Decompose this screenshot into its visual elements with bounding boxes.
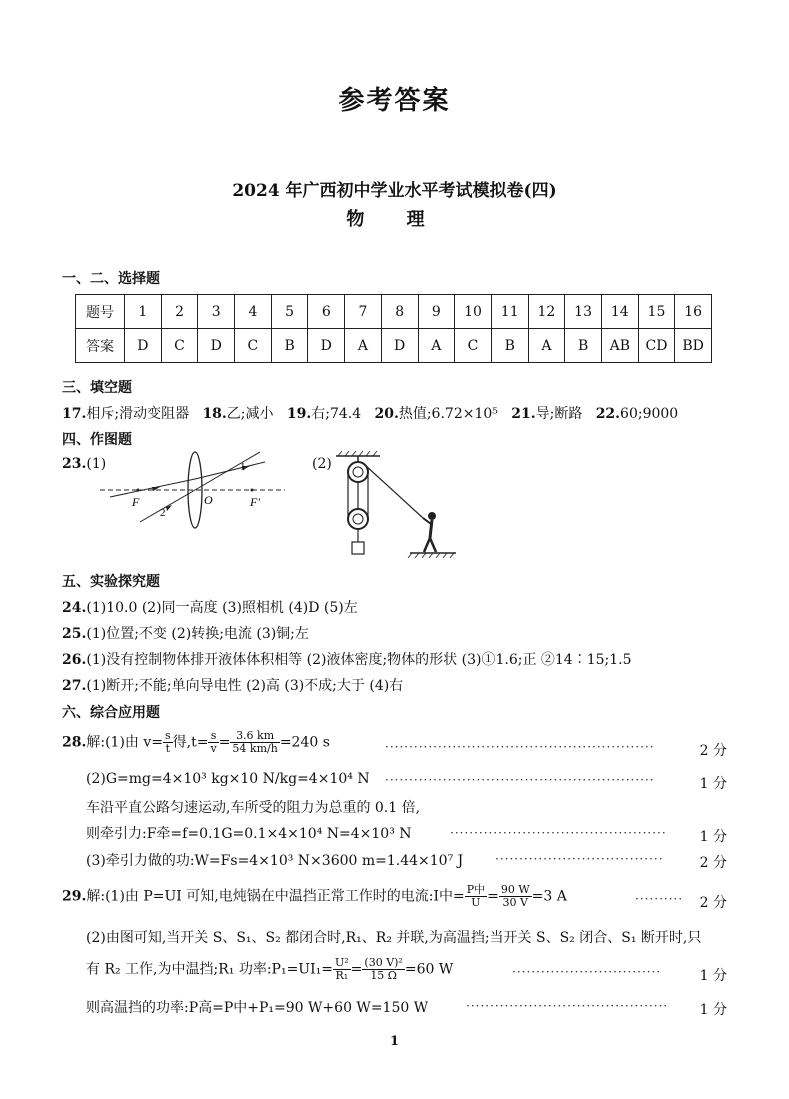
formula-text: = — [218, 734, 231, 751]
numerator: 90 W — [500, 883, 530, 896]
q-number: 22. — [595, 406, 621, 422]
table-cell: 12 — [528, 295, 565, 329]
fraction — [465, 884, 487, 909]
formula-text: =60 W — [404, 961, 454, 978]
table-cell: 3 — [198, 295, 235, 329]
leader-dots: ······························· — [512, 965, 662, 979]
table-cell: BD — [675, 329, 712, 363]
answer-text: 60;9000 — [620, 406, 679, 422]
formula-text: = — [350, 961, 363, 978]
score-label: 1 分 — [699, 968, 727, 984]
table-cell: C — [235, 329, 272, 363]
optical-center-label: O — [204, 493, 213, 507]
table-cell: C — [161, 329, 198, 363]
q-number: 21. — [511, 406, 536, 422]
answer-text: 相斥;滑动变阻器 — [86, 406, 190, 422]
focus-point-left — [137, 489, 140, 492]
focus-label-right: F' — [250, 495, 260, 509]
ray-label-2: 2 — [160, 507, 166, 519]
q-number: 28. — [62, 734, 87, 751]
table-cell: D — [198, 329, 235, 363]
answer-line-25 — [62, 623, 309, 643]
lens-diagram — [100, 450, 290, 530]
page-number: 1 — [389, 1034, 400, 1049]
ray-label-1: 1 — [240, 461, 246, 473]
table-cell: D — [381, 329, 418, 363]
numerator: s — [208, 730, 218, 743]
q28-line-5: (3)牵引力做的功:W=Fs=4×10³ N×3600 m=1.44×10⁷ J — [86, 853, 464, 869]
ray-2-in — [140, 490, 195, 522]
row-label-answer: 答案 — [76, 329, 125, 363]
denominator: 15 Ω — [370, 969, 397, 982]
answer-text: 热值;6.72×10⁵ — [398, 406, 498, 422]
formula-text: 有 R₂ 工作,为中温挡;R₁ 功率:P₁=UI₁= — [86, 961, 333, 978]
fraction — [362, 957, 404, 982]
person-leg-icon — [430, 538, 436, 552]
q-number: 19. — [286, 406, 312, 422]
person-leg-icon — [424, 538, 430, 552]
table-cell: 14 — [601, 295, 638, 329]
table-cell: D — [308, 329, 345, 363]
answer-text: (1)断开;不能;单向导电性 (2)高 (3)不成;大于 (4)右 — [86, 678, 404, 694]
formula-text: 解:(1)由 v= — [86, 734, 163, 751]
q29-line-1 — [62, 884, 567, 909]
leader-dots: ·········· — [635, 892, 684, 906]
table-cell: 13 — [565, 295, 602, 329]
table-cell: 6 — [308, 295, 345, 329]
score-label: 2 分 — [699, 855, 727, 871]
person-head-icon — [428, 512, 436, 520]
row-label-number: 题号 — [76, 295, 125, 329]
exam-title: 2024 年广西初中学业水平考试模拟卷(四) — [232, 181, 557, 201]
formula-text: 解:(1)由 P=UI 可知,电炖锅在中温挡正常工作时的电流:I中= — [86, 888, 465, 905]
part-label: (1) — [86, 456, 107, 472]
denominator: U — [471, 896, 481, 909]
table-cell: 4 — [235, 295, 272, 329]
q28-line-4: 则牵引力:F牵=f=0.1G=0.1×4×10⁴ N=4×10³ N — [86, 826, 412, 842]
table-cell: C — [455, 329, 492, 363]
leader-dots: ··································· — [495, 852, 664, 866]
section-fill-title: 三、填空题 — [62, 380, 132, 396]
section-choice-title: 一、二、选择题 — [62, 271, 160, 287]
pulley-diagram — [328, 450, 478, 562]
formula-text: =3 A — [531, 888, 567, 905]
table-row-numbers — [76, 295, 712, 329]
table-cell: 7 — [345, 295, 382, 329]
table-cell: A — [418, 329, 455, 363]
denominator: R₁ — [335, 969, 349, 982]
fill-answers-line — [62, 403, 678, 423]
denominator: 54 km/h — [232, 742, 278, 755]
formula-text: = — [487, 888, 499, 905]
score-label: 1 分 — [699, 776, 727, 792]
table-cell: B — [491, 329, 528, 363]
formula-text: =240 s — [279, 734, 330, 751]
table-cell: 8 — [381, 295, 418, 329]
answer-text: (1)位置;不变 (2)转换;电流 (3)铜;左 — [86, 626, 309, 642]
movable-pulley-icon — [348, 509, 368, 529]
leader-dots: ························································ — [385, 740, 655, 754]
ray-1-out — [195, 462, 265, 479]
q-number: 23. — [62, 456, 87, 472]
table-cell: 11 — [491, 295, 528, 329]
table-cell: AB — [601, 329, 638, 363]
denominator: v — [210, 742, 217, 755]
fraction — [499, 884, 532, 909]
q-number: 20. — [374, 406, 399, 422]
table-cell: 1 — [125, 295, 162, 329]
q28-line-3: 车沿平直公路匀速运动,车所受的阻力为总重的 0.1 倍, — [86, 800, 421, 816]
q-number: 27. — [62, 678, 87, 694]
part-label: (2) — [312, 456, 332, 472]
answer-line-27 — [62, 675, 403, 695]
denominator: t — [165, 742, 171, 755]
pull-rope — [365, 465, 423, 518]
table-cell: B — [565, 329, 602, 363]
q28-line-1 — [62, 730, 330, 755]
table-cell: 5 — [271, 295, 308, 329]
score-label: 1 分 — [699, 829, 727, 845]
q29-line-4: 则高温挡的功率:P高=P中+P₁=90 W+60 W=150 W — [86, 1000, 429, 1016]
answer-text: 右;74.4 — [311, 406, 362, 422]
q-number: 17. — [62, 406, 87, 422]
fraction — [230, 730, 279, 755]
table-cell: B — [271, 329, 308, 363]
q28-line-2: (2)G=mg=4×10³ kg×10 N/kg=4×10⁴ N — [86, 771, 370, 787]
fraction — [208, 730, 218, 755]
section-application-title: 六、综合应用题 — [62, 705, 160, 721]
table-cell: 10 — [455, 295, 492, 329]
table-cell: CD — [638, 329, 675, 363]
table-cell: 9 — [418, 295, 455, 329]
ray-2-out — [195, 452, 260, 490]
answer-line-26 — [62, 649, 632, 669]
page-main-title: 参考答案 — [338, 86, 451, 116]
table-cell: A — [528, 329, 565, 363]
q-number: 29. — [62, 888, 87, 905]
numerator: s — [165, 729, 171, 742]
score-label: 2 分 — [699, 895, 727, 911]
q29-line-2: (2)由图可知,当开关 S、S₁、S₂ 都闭合时,R₁、R₂ 并联,为高温挡;当开关 S、S₂ 闭合、S₁ 断开时,只 — [86, 930, 702, 946]
table-cell: D — [125, 329, 162, 363]
fraction — [333, 957, 351, 982]
q-number: 25. — [62, 626, 87, 642]
section-experiment-title: 五、实验探究题 — [62, 574, 160, 590]
q-number: 26. — [62, 652, 87, 668]
denominator: 30 V — [502, 896, 528, 909]
answer-table — [75, 294, 712, 363]
table-cell: 2 — [161, 295, 198, 329]
answer-text: 乙;减小 — [226, 406, 274, 422]
numerator: (30 V)² — [364, 956, 403, 969]
table-cell: 16 — [675, 295, 712, 329]
focus-label-left: F — [132, 495, 140, 509]
leader-dots: ············································· — [450, 826, 667, 840]
score-label: 1 分 — [699, 1002, 727, 1018]
numerator: U² — [334, 956, 349, 969]
numerator: P中 — [466, 883, 486, 896]
answer-text: 导;断路 — [535, 406, 583, 422]
answer-line-24 — [62, 597, 358, 617]
focus-point-right — [251, 489, 254, 492]
answer-text: (1)没有控制物体排开液体体积相等 (2)液体密度;物体的形状 (3)①1.6;正 ②14∶15;1.5 — [86, 652, 632, 668]
answer-text: (1)10.0 (2)同一高度 (3)照相机 (4)D (5)左 — [86, 600, 358, 616]
leader-dots: ·········································· — [466, 999, 669, 1013]
weight-block-icon — [352, 542, 364, 554]
formula-text: 得,t= — [172, 734, 209, 751]
score-label: 2 分 — [699, 743, 727, 759]
table-cell: A — [345, 329, 382, 363]
leader-dots: ························································ — [385, 773, 655, 787]
q-number: 24. — [62, 600, 87, 616]
numerator: 3.6 km — [230, 730, 279, 743]
section-drawing-title: 四、作图题 — [62, 432, 132, 448]
table-cell: 15 — [638, 295, 675, 329]
subject-title: 物 理 — [346, 209, 443, 230]
table-row-answers — [76, 329, 712, 363]
fraction — [163, 730, 173, 755]
q29-line-3 — [86, 957, 453, 982]
q-number: 18. — [202, 406, 227, 422]
